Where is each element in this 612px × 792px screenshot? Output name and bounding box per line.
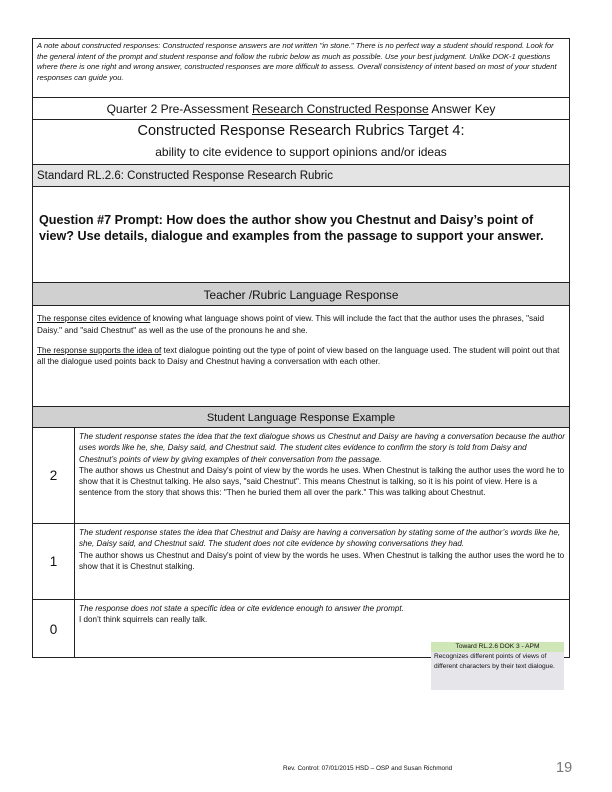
rubric-frame — [32, 38, 570, 658]
teacher-paragraph-2 — [37, 345, 565, 369]
score-value: 0 — [33, 600, 75, 658]
dok-standard-box — [431, 642, 564, 690]
header-underlined: Research Constructed Response — [251, 102, 429, 116]
header-suffix: Answer Key — [428, 102, 496, 116]
score-description — [79, 603, 565, 626]
rubric-title: Constructed Response Research Rubrics Target 4: — [137, 123, 465, 139]
question-prompt: Question #7 Prompt: How does the author show you Chestnut and Daisy’s point of view? Use details, dialogue and examples from the passage to support your answer. — [39, 213, 544, 243]
revision-footer: Rev. Control: 07/01/2015 HSD – OSP and Susan Richmond — [283, 765, 453, 772]
score-row-1 — [33, 524, 569, 600]
score-example: I don’t think squirrels can really talk. — [79, 615, 208, 625]
dok-description: Recognizes different points of views of different characters by their text dialogue. — [434, 653, 555, 670]
answer-key-header — [33, 98, 569, 120]
header-prefix: Quarter 2 Pre-Assessment — [106, 102, 252, 116]
score-description — [79, 527, 565, 572]
page-number: 19 — [556, 760, 573, 776]
score-example: The author shows us Chestnut and Daisy's point of view by the words he uses. When Chestnut is talking the author uses the word he to show that it is Chestnut stalking. — [79, 550, 565, 571]
dok-title: Toward RL.2.6 DOK 3 - APM — [431, 642, 564, 652]
rubric-subtitle: ability to cite evidence to support opinions and/or ideas — [33, 142, 569, 165]
teacher-response-heading: Teacher /Rubric Language Response — [33, 282, 569, 306]
teacher-paragraph-1 — [37, 313, 565, 337]
score-criteria: The student response states the idea that the text dialogue shows us Chestnut and Daisy are having a conversation because the author uses words like he, she, Daisy said, and Chestnut said. The student cites evidence to confirm the story is told from Daisy and Chestnut’s points of view by giving examples of their conversation from the passage. — [79, 432, 565, 464]
score-example: The author shows us Chestnut and Daisy's point of view by the words he uses. When Chestnut is talking the author uses the word he to show that it is Chestnut talking. He also says, "said Chestnut". This means Chestnut is talking, so it is his point of view. Here is a sentence from the story that shows this: "Then he buried them all over the park." This was talking about Chestnut. — [79, 465, 565, 498]
score-value: 2 — [33, 428, 75, 523]
score-value: 1 — [33, 524, 75, 599]
standard-label: Standard RL.2.6: Constructed Response Research Rubric — [33, 165, 569, 187]
teacher-p2-text: text dialogue pointing out the type of point of view based on the language used. The student will point out that all the dialogue used points back to Daisy and Chestnut having a conversation with each other. — [37, 345, 560, 367]
score-description — [79, 431, 565, 499]
score-criteria: The student response states the idea that Chestnut and Daisy are having a conversation by stating some of the author’s words like he, she, Daisy said, and Chestnut said. The student does not cite evidence by showing conversations they had. — [79, 528, 561, 549]
score-row-2 — [33, 428, 569, 524]
teacher-p1-lead: The response cites evidence of — [37, 314, 151, 323]
teacher-p1-text: knowing what language shows point of view. This will include the fact that the author uses the phrases, "said Daisy." and "said Chestnut" as well as the use of the pronouns he and she. — [37, 314, 545, 335]
constructed-response-note: A note about constructed responses: Constructed response answers are not written "in stone." There is no perfect way a student should respond. Look for the general intent of the prompt and student response and follow the rubric below as much as possible. Use your best judgment. Unlike DOK-1 questions where there is one right and wrong answer, constructed responses are more difficult to assess. Overall consistency of intent based on most of your student responses can guide you. — [33, 39, 569, 98]
teacher-p2-lead: The response supports the idea of — [37, 345, 162, 355]
teacher-response-body — [33, 306, 569, 406]
student-response-heading: Student Language Response Example — [33, 406, 569, 428]
score-criteria: The response does not state a specific idea or cite evidence enough to answer the prompt. — [79, 604, 404, 613]
